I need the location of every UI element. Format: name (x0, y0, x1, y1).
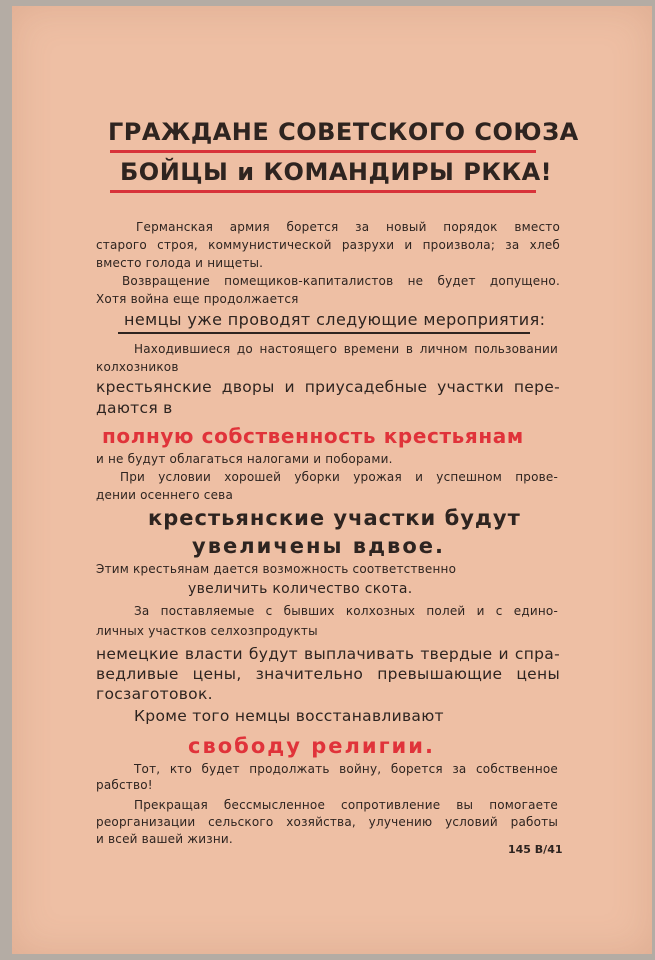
print-code: 145 В/41 (508, 843, 563, 856)
measure-1-line-5: и не будут облагаться налогами и поборами. (96, 452, 393, 466)
measure-2-line-3: Этим крестьянам дается возможность соответственно (96, 562, 457, 576)
measure-3-line-5: госзаготовок. (96, 685, 213, 703)
measure-1-line-4: даются в (96, 399, 173, 417)
measure-2-line-1: При условии хорошей уборки урожая и успешном прове- (120, 470, 558, 484)
intro-paragraph-2-line-1: Возвращение помещиков-капиталистов не будет допущено. (122, 274, 560, 288)
intro-paragraph-1-line-1: Германская армия борется за новый порядок вместо (136, 220, 560, 234)
measure-3-line-1: За поставляемые с бывших колхозных полей и с едино- (134, 604, 558, 618)
subheading-underline (118, 332, 530, 334)
measure-4-emphasis: свободу религии. (188, 734, 435, 758)
intro-paragraph-2-line-2: Хотя война еще продолжается (96, 292, 299, 306)
measure-1-line-1: Находившиеся до настоящего времени в личном пользовании (134, 342, 558, 356)
intro-paragraph-1-line-2: старого строя, коммунистической разрухи и произвола; за хлеб (96, 238, 560, 252)
closing-paragraph-2-line-1: Прекращая бессмысленное сопротивление вы помогаете (134, 798, 558, 812)
measure-2-emphasis-line-1: крестьянские участки будут (148, 506, 521, 530)
headline-underline-2 (110, 190, 536, 193)
intro-paragraph-1-line-3: вместо голода и нищеты. (96, 256, 264, 270)
closing-paragraph-2-line-2: реорганизации сельского хозяйства, улучению условий работы (96, 815, 558, 829)
measure-2-line-2: дении осеннего сева (96, 488, 234, 502)
headline-underline-1 (110, 150, 536, 153)
headline-line-2: БОЙЦЫ и КОМАНДИРЫ РККА! (120, 158, 553, 186)
headline-line-1: ГРАЖДАНЕ СОВЕТСКОГО СОЮЗА (108, 118, 579, 146)
measure-4-line-1: Кроме того немцы восстанавливают (134, 707, 444, 725)
measure-2-emphasis-line-2: увеличены вдвое. (192, 534, 445, 558)
closing-paragraph-2-line-3: и всей вашей жизни. (96, 832, 233, 846)
measure-1-emphasis: полную собственность крестьянам (102, 424, 524, 448)
measure-2-line-4: увеличить количество скота. (188, 581, 413, 597)
measures-subheading: немцы уже проводят следующие мероприятия: (124, 310, 546, 329)
measure-1-line-2: колхозников (96, 360, 179, 374)
measure-3-line-2: личных участков селхозпродукты (96, 624, 318, 638)
measure-3-line-4: ведливые цены, значительно превышающие цены (96, 665, 560, 683)
closing-paragraph-1-line-1: Тот, кто будет продолжать войну, борется за собственное (134, 762, 558, 776)
closing-paragraph-1-line-2: рабство! (96, 778, 153, 792)
measure-1-line-3: крестьянские дворы и приусадебные участки пере- (96, 378, 560, 396)
measure-3-line-3: немецкие власти будут выплачивать твердые и спра- (96, 645, 560, 663)
